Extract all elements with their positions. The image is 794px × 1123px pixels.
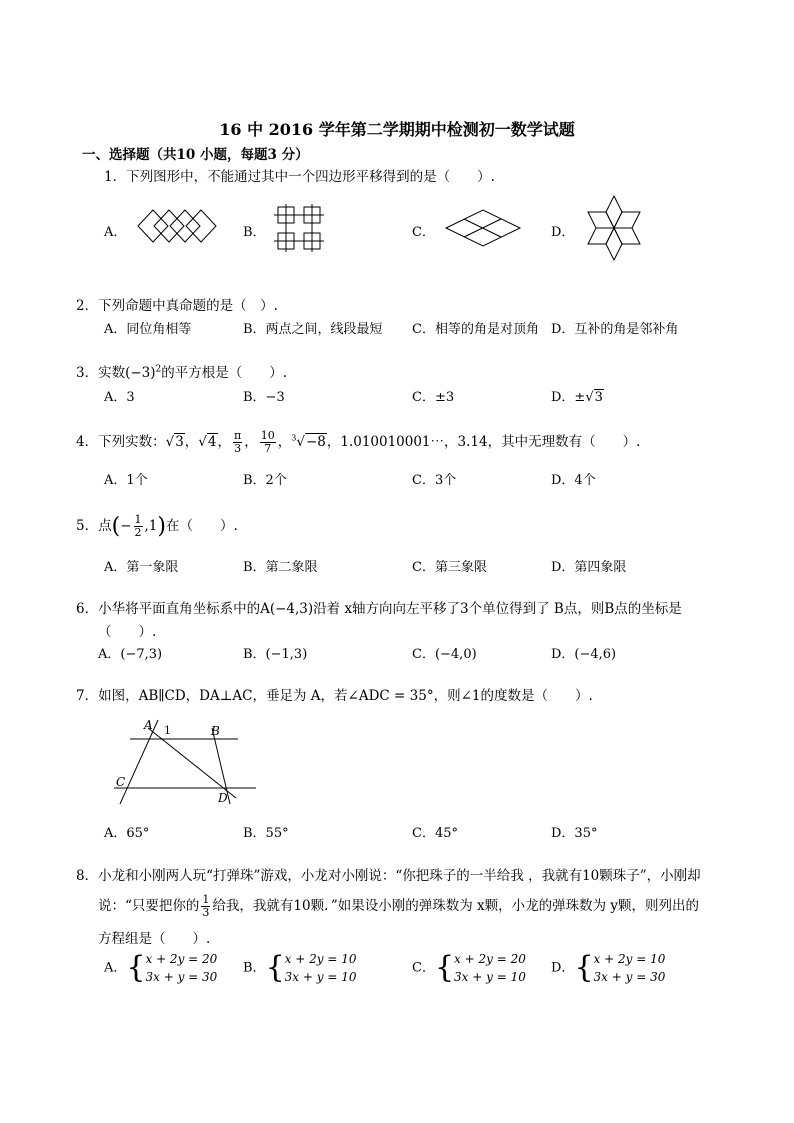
- q8-option-a-system: x + 2y = 20 3x + y = 30: [145, 952, 218, 984]
- q3-expression: (−3): [125, 365, 156, 381]
- q8-option-c-label: C．: [412, 960, 435, 976]
- q7-option-d: D．35°: [551, 826, 598, 841]
- question-5-stem: 5．点(− $\frac{1}{2}$ ,1)在（ ）.: [76, 513, 238, 539]
- q2-option-b: B．两点之间，线段最短: [243, 322, 383, 337]
- question-6-line1: 6．小华将平面直角坐标系中的A(−4,3)沿着 x轴方向向左平移了3个单位得到了 B点，则B点的坐标是: [76, 601, 682, 617]
- q5-option-c: C．第三象限: [412, 560, 487, 575]
- q7-option-b: B．55°: [243, 826, 289, 841]
- q8-frac-num: 1: [202, 893, 210, 906]
- q2-option-a: A．同位角相等: [104, 322, 192, 337]
- q3-option-c: C．±3: [412, 390, 455, 405]
- q3-exponent: 2: [155, 364, 162, 375]
- q4-frac2-num: 10: [260, 429, 275, 442]
- q5-coord: ,1: [144, 518, 158, 534]
- question-3-stem: [76, 361, 287, 381]
- q5-suffix: 在（ ）.: [165, 518, 238, 534]
- q1-option-a: A．: [104, 225, 127, 240]
- q8-option-b-system: x + 2y = 10 3x + y = 10: [284, 952, 357, 984]
- q4-fraction-ten-sevenths: [260, 430, 276, 455]
- question-8-line3: 方程组是（ ）.: [98, 931, 211, 947]
- q4-frac2-den: 7: [264, 442, 272, 455]
- q2-option-c: C．相等的角是对顶角: [412, 322, 539, 337]
- q1-option-b: B．: [243, 225, 266, 240]
- q8-option-b-label: B．: [243, 960, 266, 976]
- q4-option-d: D．4个: [551, 473, 596, 488]
- q4-option-a: A．1个: [104, 473, 148, 488]
- section-heading: 一、选择题（共10 小题，每题3 分）: [82, 147, 309, 163]
- q5-frac-den: 2: [134, 526, 142, 539]
- q3-suffix: 的平方根是（ ）.: [161, 365, 288, 381]
- q7-label-b: B: [211, 724, 220, 738]
- q8-option-a: A．{ x + 2y = 20 3x + y = 30: [104, 950, 218, 985]
- q7-label-a: A: [144, 718, 153, 732]
- q4-cube-radicand: −8: [305, 434, 326, 450]
- q5-fraction: [134, 514, 143, 539]
- q4-prefix: 4．下列实数：: [76, 434, 166, 450]
- q5-option-a: A．第一象限: [104, 560, 179, 575]
- q4-cube-index: 3: [291, 433, 297, 443]
- q1-figure-a: [135, 208, 221, 244]
- q7-label-d: D: [218, 791, 228, 805]
- q8-option-a-label: A．: [104, 960, 127, 976]
- q4-frac1-den: 3: [234, 442, 242, 455]
- q4-root-1: 3: [175, 434, 184, 450]
- question-4-stem: 4．下列实数：√3，√4， $\frac{\pi}{3}$ ， $\frac{10}{7}$ ，$^3$√−8，1.010010001⋯，3.14，其中无理数有（ ）.: [76, 429, 641, 455]
- q7-option-a: A．65°: [104, 826, 150, 841]
- q7-label-1: 1: [164, 724, 171, 737]
- q1-option-d: D．: [551, 225, 575, 240]
- q4-suffix: ，1.010010001⋯，3.14，其中无理数有（ ）.: [326, 434, 641, 450]
- q8-line2-end: 给我，我就有10颗．”如果设小刚的弹珠数为 x颗，小龙的弹珠数为 y颗，则列出的: [212, 898, 700, 914]
- question-7-stem: 7．如图，AB∥CD，DA⊥AC，垂足为 A，若∠ADC = 35°，则∠1的度数是（ ）.: [76, 688, 593, 704]
- q6-option-a: A．(−7,3): [98, 647, 163, 662]
- q8-option-c: C．{ x + 2y = 20 3x + y = 10: [412, 950, 526, 985]
- q3-prefix: 3．实数: [76, 365, 126, 381]
- q8-frac-den: 3: [202, 906, 210, 919]
- q2-option-d: D．互补的角是邻补角: [551, 322, 679, 337]
- question-8-line1: 8．小龙和小刚两人玩“打弹珠”游戏，小龙对小刚说：“你把珠子的一半给我 ，我就有10颗珠子”，小刚却: [76, 868, 701, 884]
- q3-option-b: B．−3: [243, 390, 285, 405]
- q8-line2-start: 说：“只要把你的: [98, 898, 200, 914]
- q5-frac-num: 1: [134, 513, 142, 526]
- q1-figure-b: [272, 203, 328, 253]
- question-6-line2: （ ）.: [98, 624, 157, 640]
- question-1-stem: 1．下列图形中，不能通过其中一个四边形平移得到的是（ ）.: [104, 169, 495, 185]
- q7-option-c: C．45°: [412, 826, 458, 841]
- q4-root-2: 4: [207, 434, 217, 450]
- q6-option-d: D．(−4,6): [551, 647, 617, 662]
- q1-figure-d: [584, 194, 644, 262]
- page-title: 16 中 2016 学年第二学期期中检测初一数学试题: [219, 120, 575, 139]
- q4-option-c: C．3个: [412, 473, 457, 488]
- q8-option-d-label: D．: [551, 960, 575, 976]
- q1-figure-c: [443, 208, 523, 248]
- q8-option-c-system: x + 2y = 20 3x + y = 10: [454, 952, 526, 984]
- q3-option-d-radicand: 3: [594, 390, 603, 405]
- q8-fraction: [201, 894, 210, 919]
- q4-fraction-pi: [233, 430, 242, 455]
- q1-option-c: C．: [412, 225, 435, 240]
- q3-option-d: D．±√3: [551, 390, 603, 405]
- question-2-stem: 2．下列命题中真命题的是（ ）.: [76, 298, 278, 314]
- q5-option-d: D．第四象限: [551, 560, 627, 575]
- q6-option-c: C．(−4,0): [412, 647, 477, 662]
- q8-option-d: D．{ x + 2y = 10 3x + y = 30: [551, 950, 666, 985]
- q8-option-d-system: x + 2y = 10 3x + y = 30: [593, 952, 666, 984]
- q3-option-d-label: D．±: [551, 390, 586, 405]
- q7-geometry-figure: [108, 714, 268, 810]
- q8-option-b: B．{ x + 2y = 10 3x + y = 10: [243, 950, 357, 985]
- q4-frac1-num: π: [234, 429, 242, 442]
- q5-option-b: B．第二象限: [243, 560, 318, 575]
- question-8-line2: [98, 894, 699, 919]
- q5-prefix: 5．点: [76, 518, 112, 534]
- q7-label-c: C: [116, 775, 126, 789]
- q3-option-a: A．3: [104, 390, 135, 405]
- q6-option-b: B．(−1,3): [243, 647, 308, 662]
- q4-option-b: B．2个: [243, 473, 287, 488]
